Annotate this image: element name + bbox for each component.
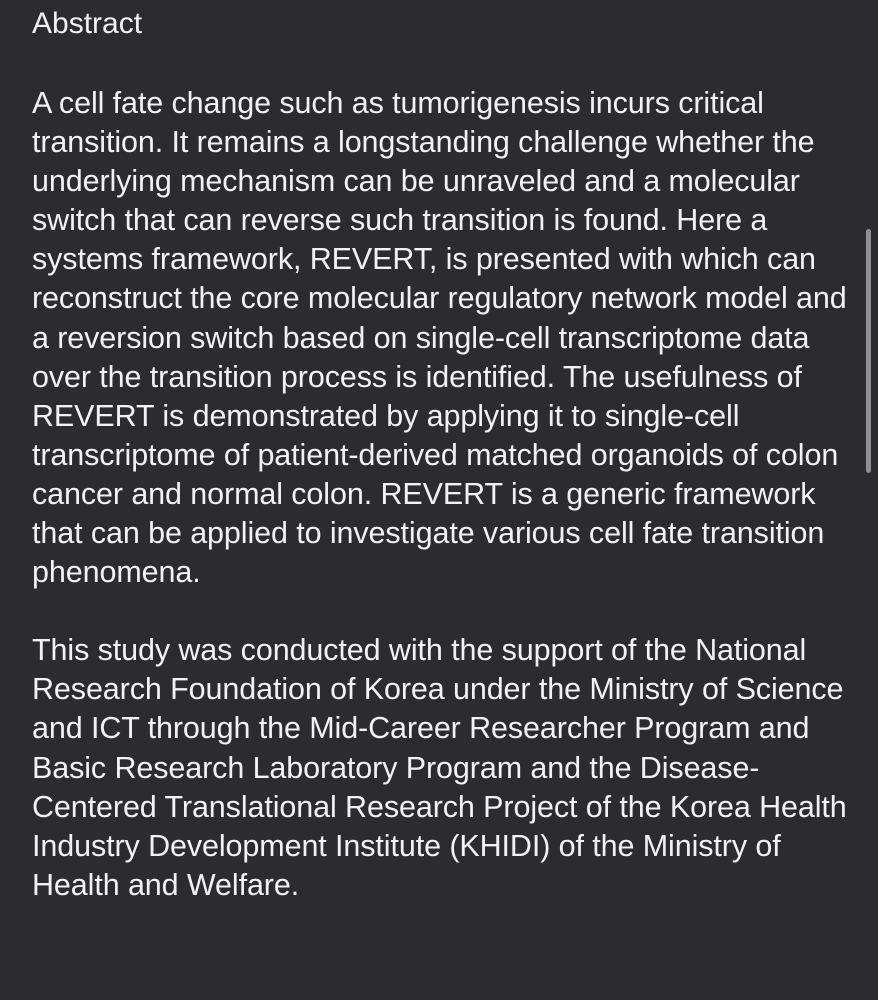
acknowledgment-paragraph: This study was conducted with the support of the National Research Foundation of Korea under the Ministry of Science and ICT through the Mid-Career Researcher Program and Basic Research Laboratory Program and the Disease-Centered Translational Research Project of the Korea Health Industry Development Institute (KHIDI) of the Ministry of Health and Welfare. <box>32 633 847 902</box>
abstract-paragraph: A cell fate change such as tumorigenesis incurs critical transition. It remains a longstanding challenge whether the underlying mechanism can be unraveled and a molecular switch that can reverse such transition is found. Here a systems framework, REVERT, is presented with which can reconstruct the core molecular regulatory network model and a reversion switch based on single-cell transcriptome data over the transition process is identified. The usefulness of REVERT is demonstrated by applying it to single-cell transcriptome of patient-derived matched organoids of colon cancer and normal colon. REVERT is a generic framework that can be applied to investigate various cell fate transition phenomena. <box>32 86 847 590</box>
vertical-scrollbar[interactable] <box>866 229 871 473</box>
section-heading: Abstract <box>32 7 143 40</box>
document-body <box>32 0 856 905</box>
